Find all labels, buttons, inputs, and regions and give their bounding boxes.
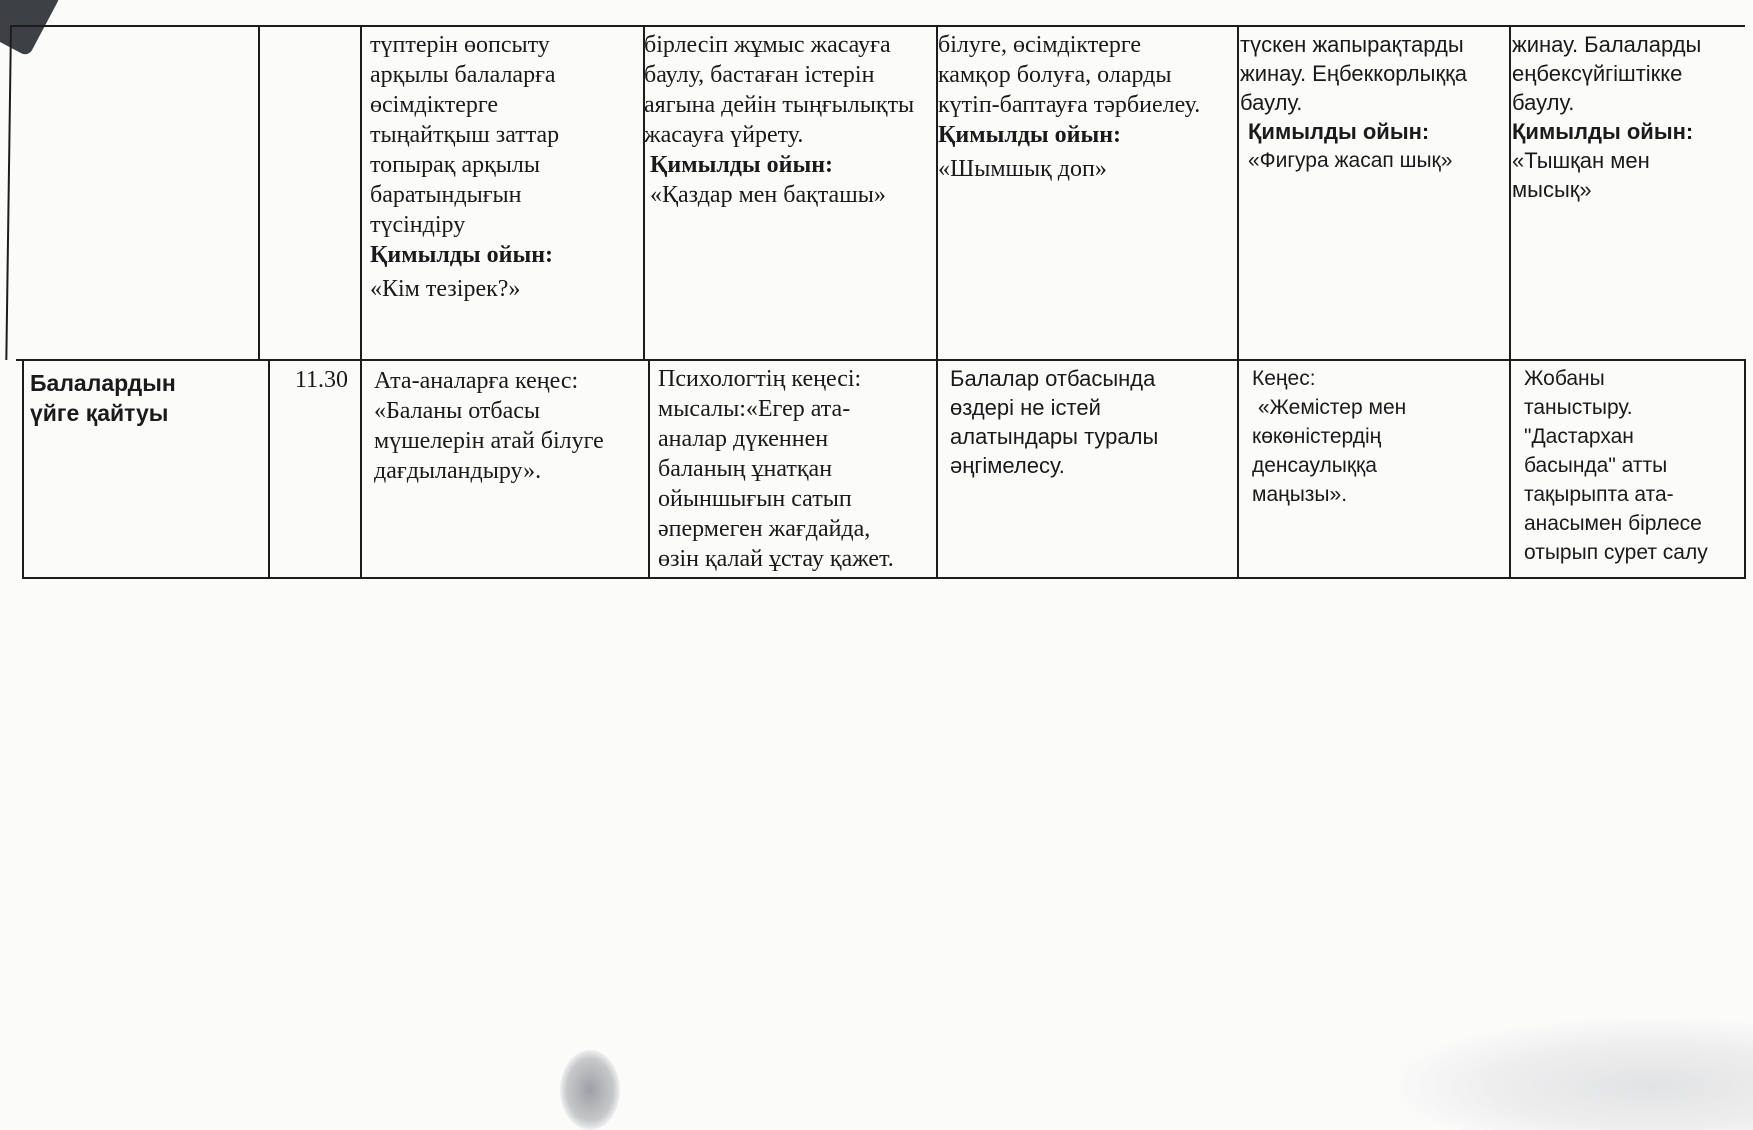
row1-col4-cell	[644, 30, 934, 210]
text-line: мысалы:«Егер ата-	[658, 396, 851, 422]
game-name: «Фигура жасап шық»	[1248, 149, 1453, 172]
text-line: баратындығын	[370, 182, 522, 208]
game-label: Қимылды ойын:	[938, 122, 1122, 148]
text-line: өздері не істей	[950, 395, 1101, 420]
text-line: арқылы балаларға	[370, 62, 556, 88]
text-line: күтіп-баптауға тәрбиелеу.	[938, 92, 1201, 118]
text-line: Кеңес:	[1252, 367, 1316, 390]
activity-cell	[30, 368, 256, 428]
text-line: таныстыру.	[1524, 396, 1633, 419]
text-line: «Жемістер мен	[1252, 396, 1407, 419]
text-line: жасауға үйрету.	[644, 122, 804, 148]
text-line: ойыншығын сатып	[658, 486, 852, 512]
text-line: әпермеген жағдайда,	[658, 516, 871, 542]
row2-col7-cell	[1524, 364, 1742, 567]
text-line: баулу.	[1512, 90, 1575, 115]
row1-col6-cell	[1240, 30, 1508, 175]
text-line: алатындары туралы	[950, 424, 1159, 449]
text-line: аналар дүкеннен	[658, 426, 829, 452]
text-line: Балалар отбасында	[950, 366, 1156, 391]
table-border-top	[10, 25, 1745, 27]
text-line: "Дастархан	[1524, 425, 1634, 448]
text-line: басында" атты	[1524, 454, 1668, 477]
text-line: бірлесіп жұмыс жасауға	[644, 32, 891, 58]
row1-col7-cell	[1512, 30, 1744, 204]
text-line: көкөністердің	[1252, 425, 1382, 448]
game-label: Қимылды ойын:	[1248, 119, 1430, 144]
scan-blot	[1400, 1020, 1753, 1130]
text-line: жинау. Балаларды	[1512, 32, 1702, 57]
text-line: «Баланы отбасы	[374, 398, 541, 424]
game-name: «Кім тезірек?»	[370, 276, 521, 302]
text-line: түптерін өопсыту	[370, 32, 550, 58]
text-line: Жобаны	[1524, 367, 1605, 390]
game-label: Қимылды ойын:	[650, 152, 834, 178]
text-line: денсаулыққа	[1252, 454, 1377, 477]
text-line: анасымен бірлесе	[1524, 512, 1702, 535]
text-line: Психологтің кеңесі:	[658, 366, 862, 392]
activity-line: Балалардын	[30, 370, 176, 396]
activity-line: үйге қайтуы	[30, 400, 169, 426]
text-line: камқор болуға, оларды	[938, 62, 1172, 88]
time-cell	[270, 365, 358, 395]
row2-col3-cell	[374, 366, 644, 486]
game-name: «Шымшық доп»	[938, 156, 1107, 182]
text-line: өзін қалай ұстау қажет.	[658, 546, 894, 572]
text-line: түсіндіру	[370, 212, 466, 238]
game-name: «Қаздар мен бақташы»	[650, 182, 886, 208]
game-name: «Тышқан мен	[1512, 148, 1650, 173]
text-line: баланың ұнатқан	[658, 456, 833, 482]
table-border-left	[22, 360, 24, 579]
text-line: жинау. Еңбеккорлыққа	[1240, 61, 1467, 86]
text-line: топырақ арқылы	[370, 152, 540, 178]
table-border-bottom	[24, 577, 1744, 579]
row2-col5-cell	[950, 364, 1234, 480]
game-name: мысық»	[1512, 177, 1592, 202]
text-line: Ата-аналарға кеңес:	[374, 368, 579, 394]
text-line: тақырыпта ата-	[1524, 483, 1674, 506]
column-divider	[1509, 25, 1511, 579]
scan-blot	[560, 1050, 620, 1130]
time-value: 11.30	[294, 367, 348, 393]
text-line: баулу, бастаған істерін	[644, 62, 875, 88]
text-line: әңгімелесу.	[950, 453, 1065, 478]
row-divider	[16, 359, 1746, 361]
text-line: еңбексүйгіштікке	[1512, 61, 1683, 86]
text-line: маңызы».	[1252, 483, 1348, 506]
row1-col5-cell	[938, 30, 1236, 184]
text-line: дағдыландыру».	[374, 458, 542, 484]
text-line: білуге, өсімдіктерге	[938, 32, 1142, 58]
column-divider	[648, 360, 650, 579]
text-line: отырып сурет салу	[1524, 541, 1708, 564]
text-line: баулу.	[1240, 90, 1303, 115]
game-label: Қимылды ойын:	[1512, 119, 1694, 144]
text-line: аягына дейін тыңғылықты	[644, 92, 915, 118]
text-line: мүшелерін атай білуге	[374, 428, 604, 454]
text-line: түскен жапырақтарды	[1240, 32, 1464, 57]
row1-col3-cell	[370, 30, 640, 304]
table-border-left	[5, 25, 12, 360]
row2-col6-cell	[1252, 364, 1506, 509]
column-divider	[1237, 25, 1239, 579]
column-divider	[258, 25, 260, 360]
row2-col4-cell	[658, 364, 936, 574]
game-label: Қимылды ойын:	[370, 242, 554, 268]
table-border-right	[1744, 360, 1746, 579]
column-divider	[360, 25, 362, 579]
text-line: тыңайтқыш заттар	[370, 122, 560, 148]
text-line: өсімдіктерге	[370, 92, 499, 118]
